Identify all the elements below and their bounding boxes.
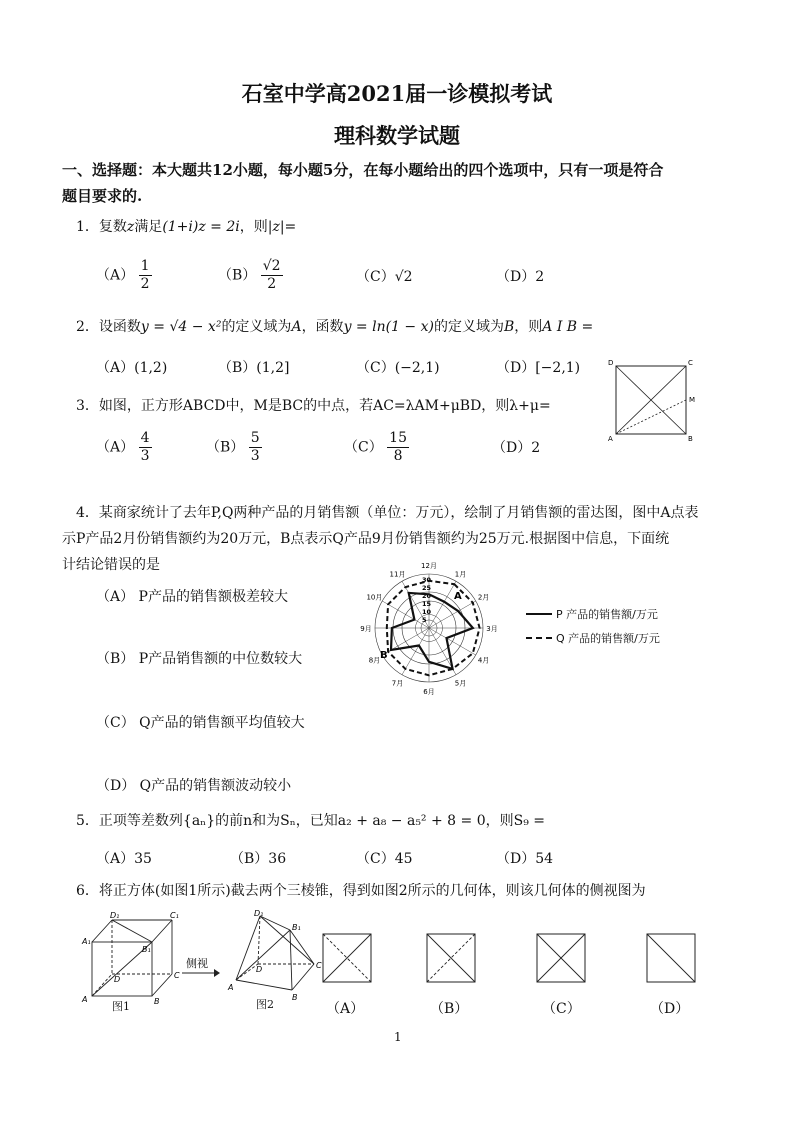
q3-option-d[interactable]: （D）2: [492, 440, 541, 456]
q2-stem-d: 的定义域为: [433, 319, 504, 335]
q1-option-d[interactable]: （D）2: [496, 269, 545, 285]
q4-line-2: 示P产品2月份销售额约为20万元，B点表示Q产品9月份销售额约为25万元.根据图中信息，下面统: [62, 531, 670, 547]
radar-tick-label: 5: [422, 616, 427, 624]
q1-option-b[interactable]: [218, 258, 283, 293]
q6-option-a-view[interactable]: [322, 933, 372, 983]
q2-stem-b: 的定义域为: [221, 319, 292, 335]
q3-option-c-label: （C）: [344, 439, 383, 456]
q6-figure-1-caption: 图1: [112, 1000, 130, 1013]
q4-radar-chart: [350, 562, 510, 702]
q2-option-b[interactable]: （B）(1,2]: [218, 360, 290, 376]
q3-label-d: D: [608, 359, 614, 367]
q1-option-a-label: （A）: [96, 267, 135, 284]
section-heading: [62, 157, 663, 209]
q3-a-num: 4: [140, 430, 150, 446]
cube-label-b1: B₁: [142, 945, 151, 954]
q1-b-den: 2: [267, 276, 277, 292]
q5-option-c[interactable]: （C）45: [356, 851, 413, 867]
radar-spoke: [429, 581, 456, 628]
q6-option-d[interactable]: （D）: [650, 1001, 690, 1017]
radar-spoke: [402, 628, 429, 675]
q3-option-a-label: （A）: [96, 439, 135, 456]
q3-label-c: C: [688, 359, 693, 367]
q4-line-1: 4．某商家统计了去年P,Q两种产品的月销售额（单位：万元），绘制了月销售额的雷达图，图中A点表: [76, 505, 699, 521]
q3-b-num: 5: [250, 430, 260, 446]
q3-option-b-fraction: [249, 430, 262, 465]
radar-month-label: 6月: [423, 688, 435, 696]
q1-option-a-fraction: [139, 258, 152, 293]
section-heading-line2: 题目要求的.: [62, 187, 143, 205]
radar-tick-label: 15: [422, 600, 432, 608]
page-title: 石室中学高2021届一诊模拟考试: [241, 81, 553, 106]
q3-label-b: B: [688, 435, 693, 442]
q6-option-c-view[interactable]: [536, 933, 586, 983]
solid-label-d1: D₁: [254, 909, 264, 918]
radar-month-label: 10月: [366, 593, 383, 602]
cube-label-d1: D₁: [110, 911, 120, 920]
radar-month-label: 9月: [360, 625, 372, 633]
question-6-stem: 6．将正方体(如图1所示)截去两个三棱锥，得到如图2所示的几何体，则该几何体的侧视图为: [76, 883, 646, 899]
q5-option-d[interactable]: （D）54: [496, 851, 554, 867]
radar-month-label: 8月: [368, 656, 381, 665]
q6-figure-1-cube: [80, 910, 180, 1010]
q2-expression: A I B =: [542, 319, 594, 335]
q6-figure-2-caption: 图2: [256, 998, 274, 1011]
radar-series-p: [391, 593, 473, 669]
q1-c-val: √2: [394, 269, 413, 285]
q3-c-num: 15: [389, 430, 407, 446]
radar-tick-label: 25: [422, 584, 432, 592]
q1-abs: |z|=: [267, 219, 297, 235]
q1-option-a[interactable]: [96, 258, 152, 293]
q4-option-d[interactable]: （D） Q产品的销售额波动较小: [96, 778, 292, 794]
arrow-right-icon: [180, 968, 220, 978]
q6-figure-2-solid: [226, 908, 326, 1004]
cube-label-c1: C₁: [170, 911, 179, 920]
q2-func-2: y = ln(1 − x): [343, 319, 434, 335]
solid-label-a: A: [228, 983, 234, 992]
legend-item-p: [526, 606, 660, 622]
legend-label-p: P 产品的销售额/万元: [556, 608, 658, 621]
q6-side-view-arrow-label: 侧视: [186, 957, 208, 970]
q3-a-den: 3: [140, 448, 150, 464]
solid-label-b1: B₁: [292, 923, 301, 932]
radar-legend: [526, 606, 660, 646]
section-heading-line1: 一、选择题：本大题共12小题，每小题5分，在每小题给出的四个选项中，只有一项是符合: [62, 161, 664, 179]
radar-tick-label: 30: [422, 576, 432, 584]
q1-a-den: 2: [140, 276, 150, 292]
legend-swatch-q: [526, 637, 552, 639]
radar-tick-label: 20: [422, 592, 432, 600]
q2-stem-e: ，则: [514, 319, 543, 335]
q3-square-figure: [604, 358, 700, 442]
q5-option-b[interactable]: （B）36: [230, 851, 287, 867]
radar-month-label: 12月: [421, 562, 437, 570]
page-subtitle: 理科数学试题: [334, 123, 460, 148]
q3-option-c-fraction: [387, 430, 409, 465]
radar-month-label: 5月: [454, 679, 467, 688]
q1-stem-a: 1．复数: [76, 219, 127, 235]
radar-month-label: 4月: [477, 656, 490, 665]
q1-b-num: √2: [262, 258, 281, 274]
cube-label-b: B: [154, 997, 160, 1006]
q2-stem-c: ，函数: [301, 319, 344, 335]
question-3-stem: 3．如图，正方形ABCD中，M是BC的中点，若AC=λAM+μBD，则λ+μ=: [76, 398, 551, 414]
q3-option-b-label: （B）: [206, 439, 245, 456]
q3-c-den: 8: [393, 448, 403, 464]
q4-line-3: 计结论错误的是: [62, 557, 160, 573]
q6-option-b-view[interactable]: [426, 933, 476, 983]
radar-month-label: 2月: [477, 593, 490, 602]
cube-label-c: C: [174, 971, 180, 980]
q1-option-b-label: （B）: [218, 267, 257, 284]
radar-spoke: [429, 628, 476, 655]
q4-option-b[interactable]: （B） P产品销售额的中位数较大: [96, 651, 303, 667]
legend-item-q: [526, 630, 660, 646]
solid-label-d: D: [256, 965, 263, 974]
q5-option-a[interactable]: （A）35: [96, 851, 152, 867]
q1-option-c-label: （C）: [356, 269, 395, 285]
legend-label-q: Q 产品的销售额/万元: [556, 632, 660, 645]
q4-option-a[interactable]: （A） P产品的销售额极差较大: [96, 589, 288, 605]
q1-equation: (1+i)z = 2i: [162, 219, 240, 235]
q3-b-den: 3: [250, 448, 260, 464]
q3-option-c[interactable]: [344, 430, 409, 465]
radar-point-b: B: [380, 650, 388, 661]
q1-option-b-fraction: [261, 258, 283, 293]
q3-label-m: M: [689, 396, 696, 404]
q3-option-a-fraction: [139, 430, 152, 465]
cube-label-a1: A₁: [82, 937, 91, 946]
q1-var-z: z: [126, 219, 135, 235]
q2-set-b: B: [503, 319, 515, 335]
q2-option-c[interactable]: （C）(−2,1): [356, 360, 440, 376]
q2-option-a[interactable]: （A）(1,2): [96, 360, 168, 376]
cube-label-a: A: [82, 995, 88, 1004]
solid-label-b: B: [292, 993, 298, 1002]
q1-a-num: 1: [140, 258, 150, 274]
q1-stem-c: ，则: [239, 219, 268, 235]
q6-option-d-view[interactable]: [646, 933, 696, 983]
q2-set-a: A: [291, 319, 302, 335]
q1-option-c[interactable]: [356, 266, 413, 286]
radar-month-label: 7月: [391, 679, 404, 688]
radar-point-a: A: [454, 591, 462, 602]
radar-month-label: 1月: [454, 570, 467, 579]
q3-option-a[interactable]: [96, 430, 152, 465]
question-2-stem: [76, 314, 593, 340]
q2-option-d[interactable]: （D）[−2,1): [496, 360, 581, 376]
q1-stem-b: 满足: [134, 219, 163, 235]
q3-option-b[interactable]: [206, 430, 262, 465]
radar-tick-label: 10: [422, 608, 432, 616]
q6-option-c[interactable]: （C）: [542, 1001, 581, 1017]
cube-label-d: D: [114, 975, 121, 984]
solid-label-c: C: [316, 961, 322, 970]
q6-option-b[interactable]: （B）: [430, 1001, 469, 1017]
q2-func-1: y = √4 − x²: [140, 319, 222, 335]
q6-option-a[interactable]: （A）: [326, 1001, 365, 1017]
question-5-stem: 5．正项等差数列{aₙ}的前n和为Sₙ，已知a₂ + a₈ − a₅² + 8 = 0，则S₉ =: [76, 813, 545, 829]
q4-option-c[interactable]: （C） Q产品的销售额平均值较大: [96, 715, 305, 731]
radar-month-label: 3月: [486, 625, 498, 633]
question-1-stem: [76, 214, 296, 240]
legend-swatch-p: [526, 613, 552, 615]
q2-stem-a: 2．设函数: [76, 319, 141, 335]
q3-label-a: A: [608, 435, 613, 442]
q3-segment-am: [616, 400, 686, 434]
page-number: 1: [394, 1030, 402, 1044]
radar-month-label: 11月: [389, 570, 406, 579]
